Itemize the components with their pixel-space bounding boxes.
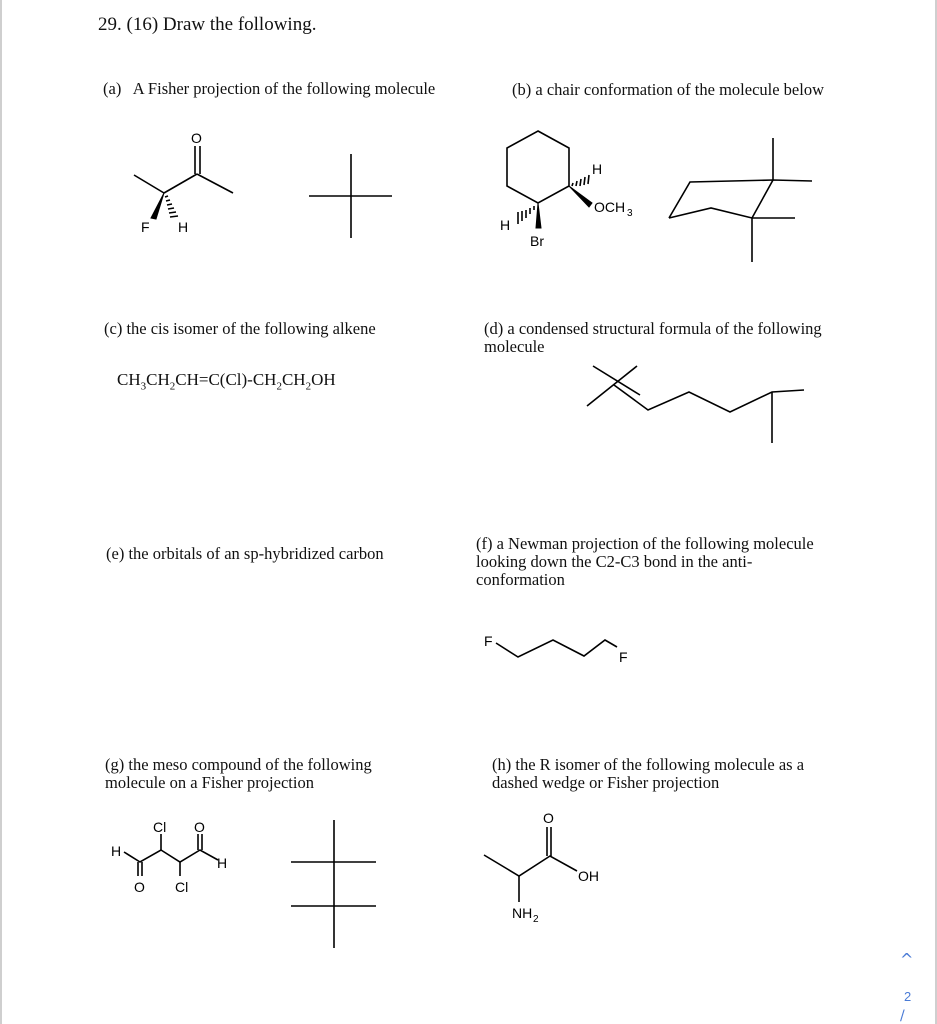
part-h-text: (h) the R isomer of the following molecule as a dashed wedge or Fisher projection — [492, 755, 805, 792]
svg-text:Cl: Cl — [175, 879, 189, 895]
page-up-icon[interactable]: ^ — [900, 950, 914, 969]
svg-text:F: F — [619, 649, 628, 665]
part-f-text: (f) a Newman projection of the following molecule looking down the C2-C3 bond in the anti- conformation — [476, 534, 814, 589]
svg-text:OCH: OCH — [594, 199, 626, 215]
svg-text:O: O — [543, 810, 554, 826]
part-a-molecule — [134, 130, 233, 235]
part-e-text: (e) the orbitals of an sp-hybridized carbon — [106, 544, 384, 563]
svg-text:H: H — [111, 843, 122, 859]
svg-text:OH: OH — [578, 868, 599, 884]
part-d-molecule — [587, 366, 804, 443]
svg-text:NH: NH — [512, 905, 533, 921]
page-down-icon[interactable]: / — [900, 1008, 905, 1024]
svg-text:3: 3 — [627, 208, 633, 219]
svg-text:F: F — [484, 633, 493, 649]
part-a-text: A Fisher projection of the following molecule — [132, 79, 436, 98]
part-c-text: (c) the cis isomer of the following alkene — [104, 319, 376, 338]
svg-text:O: O — [191, 130, 202, 146]
part-g-fisher-cross — [291, 820, 376, 948]
part-b-chair-template — [669, 138, 812, 262]
svg-text:O: O — [134, 879, 145, 895]
svg-text:F: F — [141, 219, 150, 235]
svg-text:H: H — [592, 161, 603, 177]
part-g-molecule — [111, 819, 227, 895]
part-a-label: (a) — [103, 79, 122, 98]
question-title: 29. (16) Draw the following. — [98, 14, 317, 35]
part-d-text: (d) a condensed structural formula of the following molecule — [484, 319, 822, 356]
part-g-text: (g) the meso compound of the following molecule on a Fisher projection — [105, 755, 372, 792]
svg-text:Cl: Cl — [153, 819, 167, 835]
part-b-text: (b) a chair conformation of the molecule below — [512, 80, 825, 99]
part-a-fisher-cross — [309, 154, 392, 238]
part-b-molecule — [500, 131, 633, 249]
part-c-formula: $CH_3CH_2CH=C(Cl)-CH_2CH_2OH$ — [117, 370, 336, 393]
part-f-molecule — [484, 633, 628, 665]
part-h-molecule — [484, 810, 599, 925]
page-number: 2 — [904, 989, 912, 1004]
svg-text:2: 2 — [533, 914, 539, 925]
svg-text:H: H — [217, 855, 228, 871]
svg-text:H: H — [178, 219, 189, 235]
svg-text:Br: Br — [530, 233, 544, 249]
svg-text:H: H — [500, 217, 511, 233]
svg-text:O: O — [194, 819, 205, 835]
